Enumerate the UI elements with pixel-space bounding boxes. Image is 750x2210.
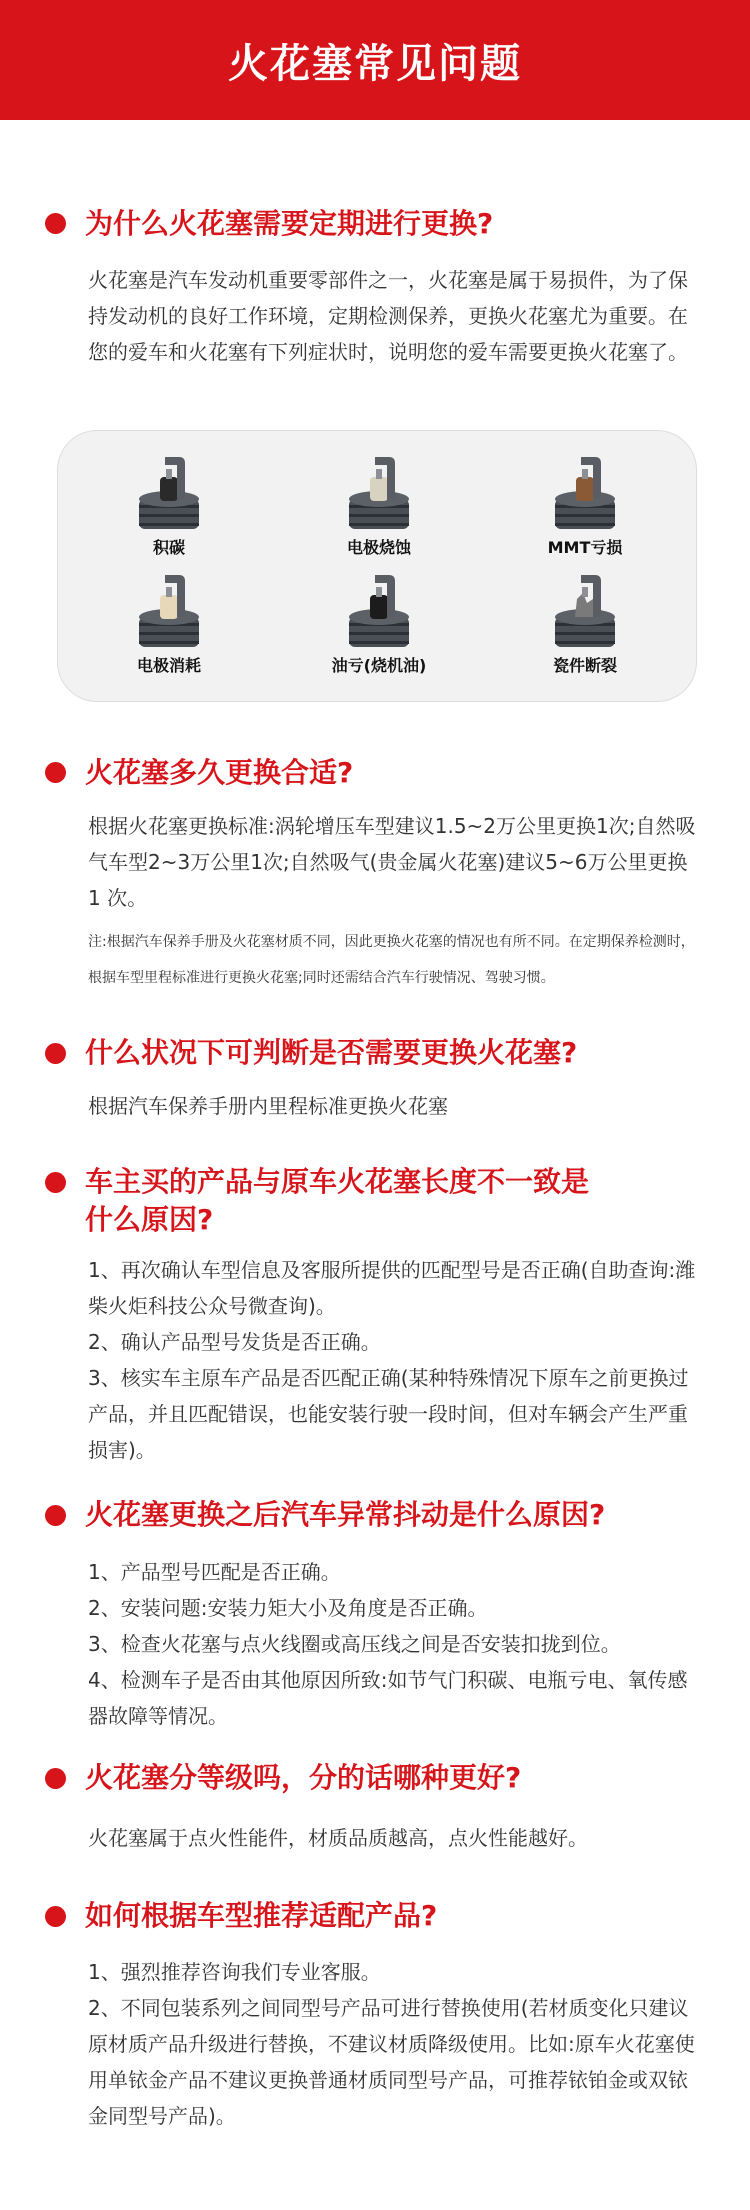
symptom-item: [510, 451, 660, 563]
oil-fouled-plug-icon: [337, 569, 421, 651]
section-paragraph: 1、产品型号匹配是否正确。: [88, 1560, 341, 1584]
section-paragraph: 2、不同包装系列之间同型号产品可进行替换使用(若材质变化只建议原材质产品升级进行替换，不建议材质降级使用。比如:原车火花塞使用单铱金产品不建议更换普通材质同型号产品，可推荐铱铂金或双铱金同型号产品)。: [88, 1996, 695, 2128]
section-paragraph: 火花塞属于点火性能件，材质品质越高，点火性能越好。: [88, 1826, 588, 1850]
section-bullet: [45, 1505, 66, 1526]
section-title-judge: 什么状况下可判断是否需要更换火花塞?: [85, 1036, 578, 1069]
symptom-item: [510, 569, 660, 681]
section-paragraph: 3、检查火花塞与点火线圈或高压线之间是否安装扣拢到位。: [88, 1632, 621, 1656]
section-paragraph: 4、检测车子是否由其他原因所致:如节气门积碳、电瓶亏电、氧传感器故障等情况。: [88, 1668, 688, 1728]
section-paragraph: 1、强烈推荐咨询我们专业客服。: [88, 1960, 381, 1984]
symptom-item: [304, 451, 454, 563]
section-paragraph: 火花塞是汽车发动机重要零部件之一，火花塞是属于易损件，为了保持发动机的良好工作环境，定期检测保养，更换火花塞尤为重要。在您的爱车和火花塞有下列症状时，说明您的爱车需要更换火花塞了。: [88, 268, 688, 364]
section-title-grades: 火花塞分等级吗，分的话哪种更好?: [85, 1761, 522, 1794]
section-bullet: [45, 1043, 66, 1064]
symptom-panel: [57, 430, 697, 702]
section-paragraph: 根据汽车保养手册内里程标准更换火花塞: [88, 1094, 448, 1118]
symptom-item: [94, 569, 244, 681]
broken-insulator-plug-icon: [543, 569, 627, 651]
section-bullet: [45, 1768, 66, 1789]
section-bullet: [45, 213, 66, 234]
section-bullet: [45, 762, 66, 783]
symptom-label: 电极烧蚀: [346, 538, 411, 557]
symptom-label: 积碳: [152, 538, 185, 557]
section-title-interval: 火花塞多久更换合适?: [85, 756, 354, 789]
section-bullet: [45, 1906, 66, 1927]
page-header: [0, 0, 750, 120]
section-title-shaking: 火花塞更换之后汽车异常抖动是什么原因?: [85, 1498, 606, 1531]
carbon-deposit-plug-icon: [127, 451, 211, 533]
mmt-deposit-plug-icon: [543, 451, 627, 533]
section-note: 注:根据汽车保养手册及火花塞材质不同，因此更换火花塞的情况也有所不同。在定期保养检测时，根据车型里程标准进行更换火花塞;同时还需结合汽车行驶情况、驾驶习惯。: [88, 934, 695, 986]
symptom-item: [304, 569, 454, 681]
symptom-label: 瓷件断裂: [552, 656, 617, 675]
section-title-length-mismatch: 车主买的产品与原车火花塞长度不一致是什么原因?: [85, 1165, 590, 1236]
section-bullet: [45, 1172, 66, 1193]
electrode-erosion-plug-icon: [337, 451, 421, 533]
section-paragraph: 3、核实车主原车产品是否匹配正确(某种特殊情况下原车之前更换过产品，并且匹配错误，也能安装行驶一段时间，但对车辆会产生严重损害)。: [88, 1366, 689, 1462]
section-title-replace-why: 为什么火花塞需要定期进行更换?: [85, 207, 494, 240]
electrode-wear-plug-icon: [127, 569, 211, 651]
symptom-label: MMT亏损: [547, 538, 623, 557]
symptom-label: 油亏(烧机油): [331, 656, 427, 675]
symptom-item: [94, 451, 244, 563]
section-title-recommend: 如何根据车型推荐适配产品?: [85, 1899, 438, 1932]
symptom-label: 电极消耗: [136, 656, 201, 675]
section-paragraph: 2、确认产品型号发货是否正确。: [88, 1330, 381, 1354]
section-paragraph: 根据火花塞更换标准:涡轮增压车型建议1.5~2万公里更换1次;自然吸气车型2~3万公里1次;自然吸气(贵金属火花塞)建议5~6万公里更换1 次。: [88, 814, 696, 910]
page-title: 火花塞常见问题: [228, 40, 522, 87]
section-paragraph: 2、安装问题:安装力矩大小及角度是否正确。: [88, 1596, 488, 1620]
section-paragraph: 1、再次确认车型信息及客服所提供的匹配型号是否正确(自助查询:潍柴火炬科技公众号微查询)。: [88, 1258, 696, 1318]
